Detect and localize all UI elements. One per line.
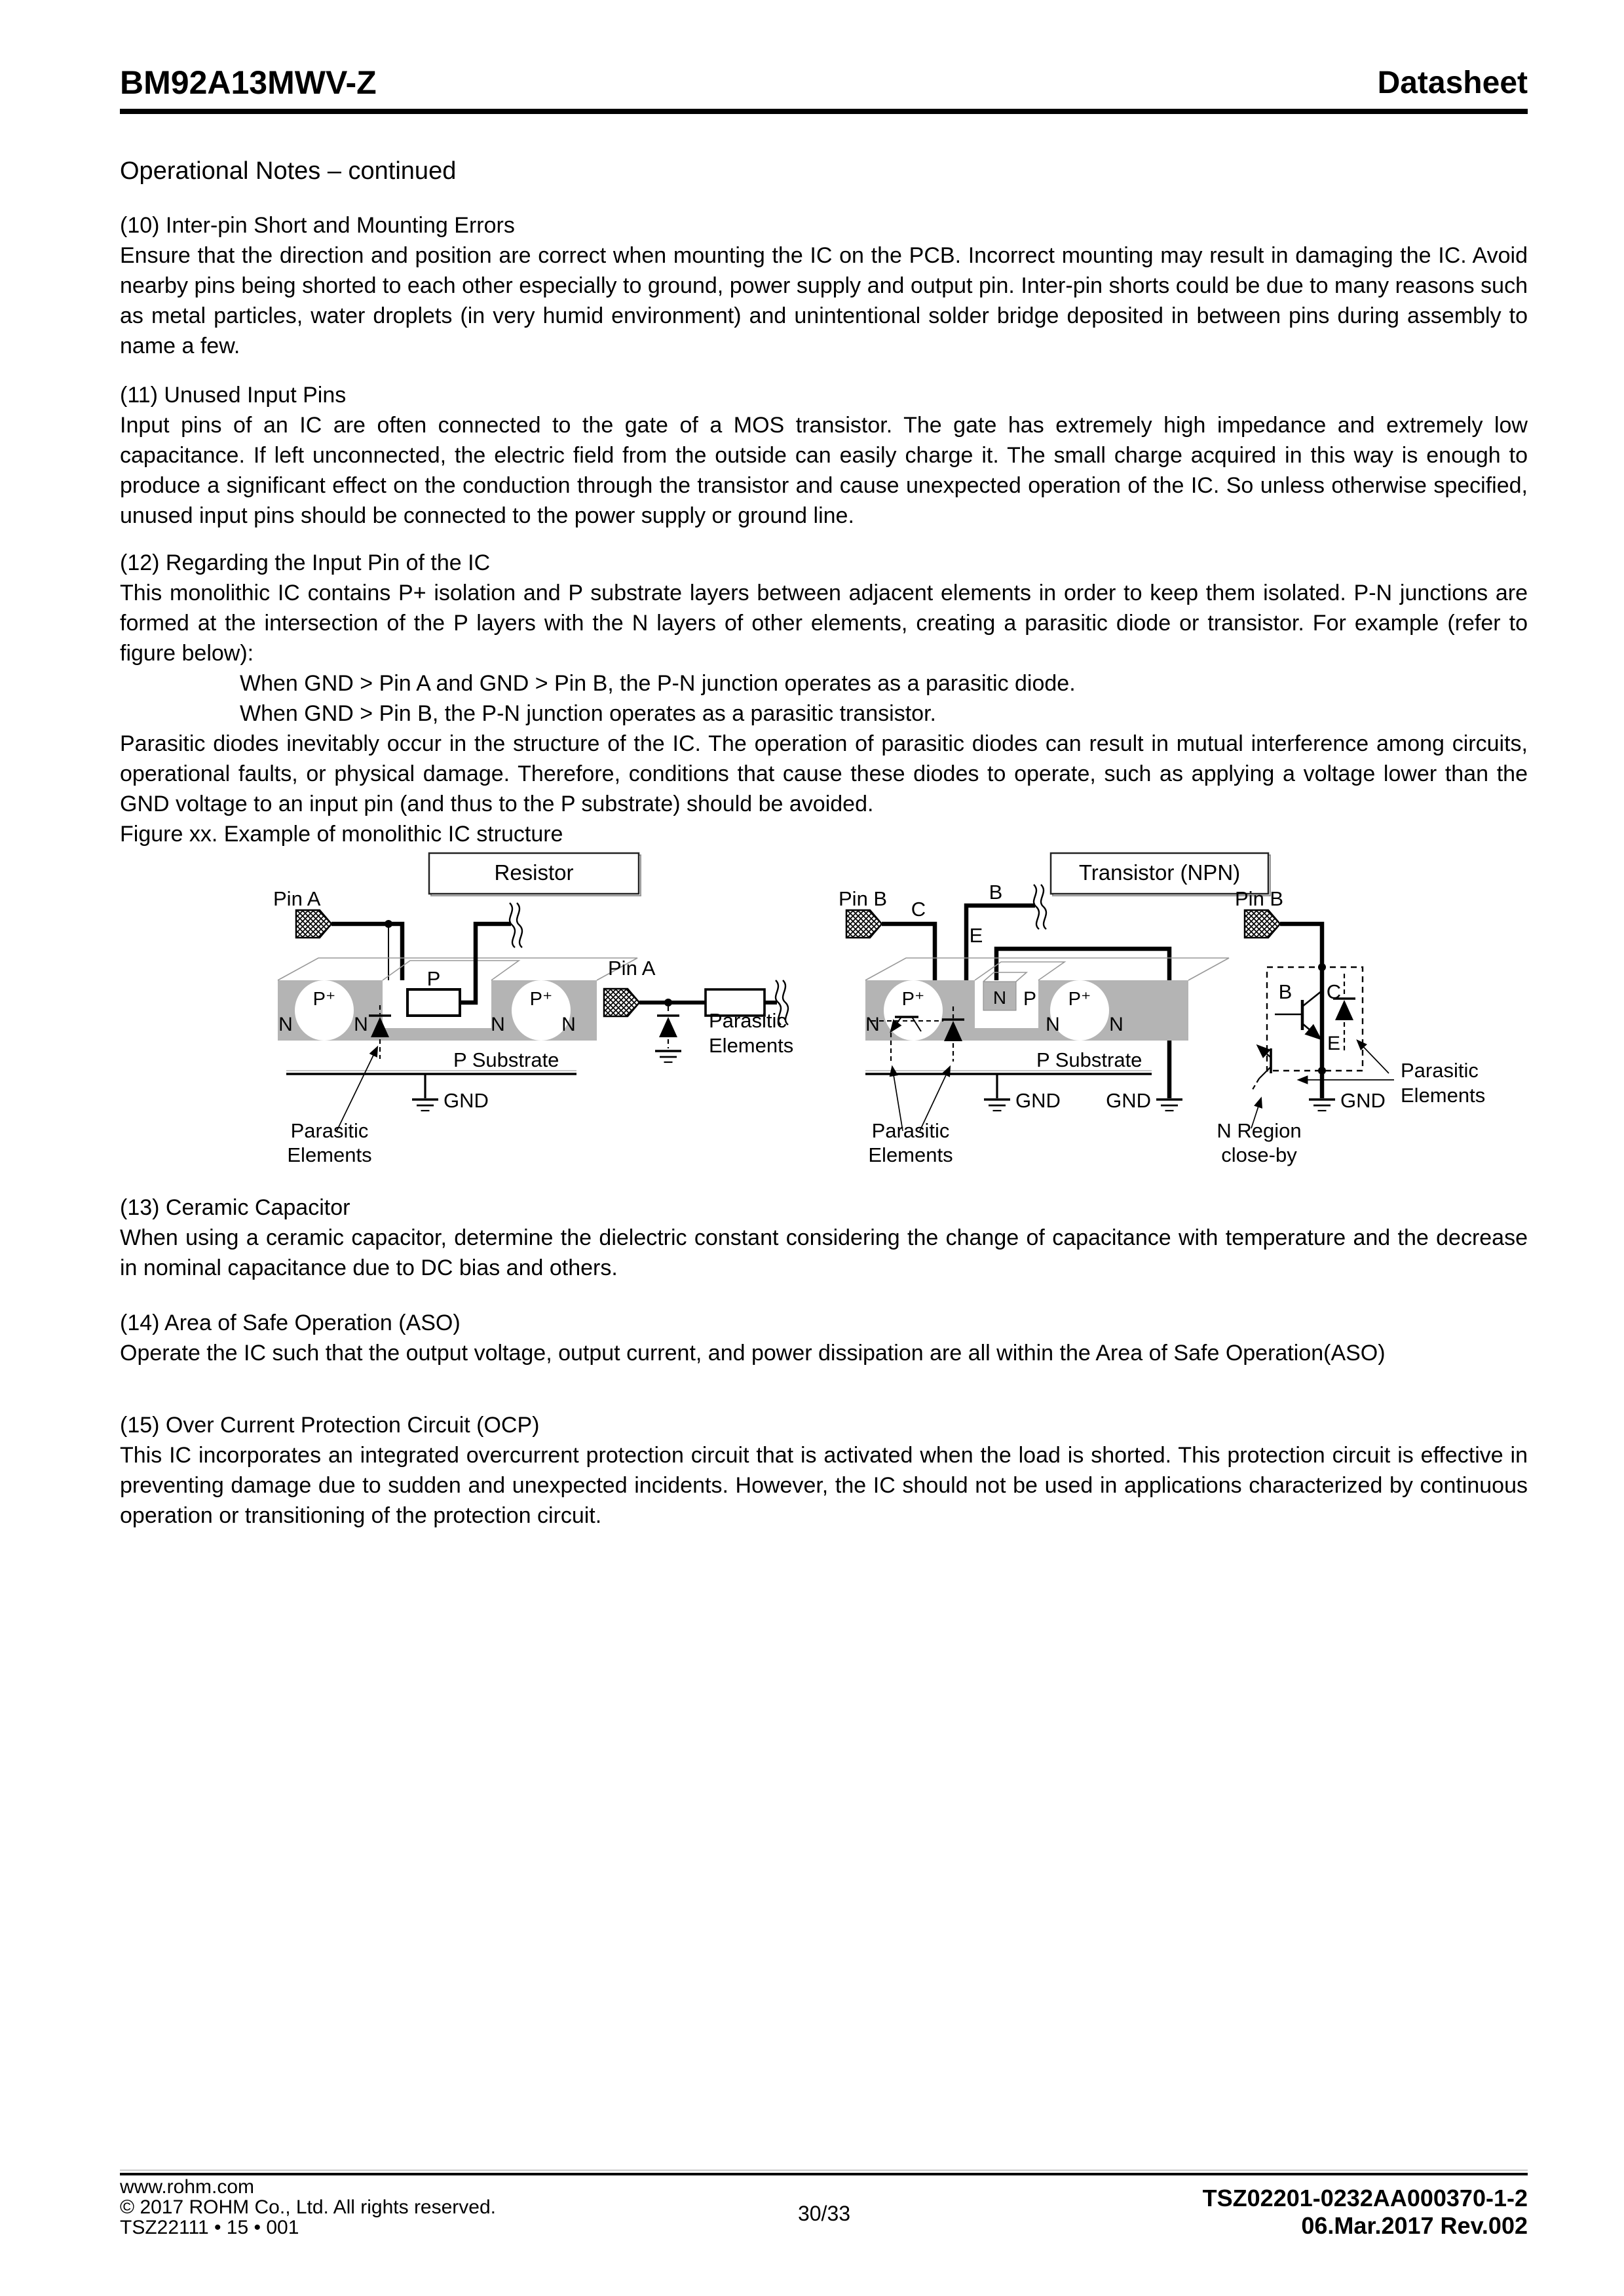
parasitic-elements-label: Elements [287, 1143, 372, 1166]
pin-a-label: Pin A [273, 887, 321, 910]
gnd-label: GND [1106, 1089, 1151, 1112]
parasitic-elements-label: Parasitic [709, 1009, 787, 1032]
section-11-body: Input pins of an IC are often connected to the gate of a MOS transistor. The gate has extremely high impedance and extremely low capacitance. If left unconnected, the electric field from the outside can easily charge it. The small charge acquired in this way is enough to produce a significant effect on the conduction through the transistor and cause unexpected operation of the IC. So unless otherwise specified, unused input pins should be connected to the power supply or ground line. [120, 413, 1528, 528]
section-12-body-2: Parasitic diodes inevitably occur in the structure of the IC. The operation of parasitic diodes can result in mutual interference among circuits, operational faults, or physical damage. Therefore, conditions that cause these diodes to operate, such as applying a voltage lower than the GND voltage to an input pin (and thus to the P substrate) should be avoided. [120, 731, 1528, 816]
gnd-label: GND [1015, 1089, 1061, 1112]
pin-b-label: Pin B [839, 887, 888, 910]
collector-label: C [1326, 980, 1342, 1003]
product-number: BM92A13MWV-Z [120, 64, 377, 101]
section-12-condition-1: When GND > Pin A and GND > Pin B, the P-N junction operates as a parasitic diode. [240, 671, 1076, 696]
footer-rule [120, 2173, 1528, 2175]
section-13-heading: (13) Ceramic Capacitor [120, 1195, 350, 1220]
parasitic-bjt-collector [1258, 1046, 1271, 1058]
section-12-condition-2: When GND > Pin B, the P-N junction operates as a parasitic transistor. [240, 701, 936, 726]
emitter-label: E [1327, 1033, 1341, 1054]
n-label: N [1046, 1014, 1060, 1035]
resistor-title: Resistor [494, 860, 574, 885]
parasitic-diode-icon [657, 1016, 679, 1037]
junction-dot [1318, 963, 1326, 971]
junction-dot [1318, 1067, 1326, 1075]
footer-code: TSZ22111 • 15 • 001 [120, 2217, 299, 2238]
section-15-heading: (15) Over Current Protection Circuit (OCP) [120, 1413, 540, 1438]
parasitic-elements-label: Parasitic [290, 1119, 369, 1142]
p-plus-label: P⁺ [901, 989, 925, 1010]
n-label: N [561, 1014, 576, 1035]
wireframe-top [865, 958, 1229, 980]
wire-break-icon [1034, 885, 1046, 929]
p-label: P [1023, 988, 1037, 1010]
resistor-body [407, 989, 460, 1016]
pin-b-label: Pin B [1235, 887, 1284, 910]
wireframe-nbox [983, 972, 1027, 982]
parasitic-elements-label: Elements [1401, 1084, 1486, 1107]
p-substrate-label: P Substrate [1036, 1048, 1142, 1071]
parasitic-dash [1251, 1079, 1259, 1092]
base-label: B [989, 881, 1003, 904]
wireframe-top [278, 958, 637, 980]
n-region-label: N Region [1217, 1119, 1302, 1142]
section-12 [120, 548, 1528, 849]
figure-caption: Figure xx. Example of monolithic IC structure [120, 822, 563, 847]
collector-wire [882, 924, 935, 980]
bjt-emitter-lead [1302, 1024, 1320, 1039]
gnd-symbol-icon [655, 1051, 681, 1062]
emitter-label: E [969, 924, 983, 947]
section-10 [120, 210, 1528, 361]
footer-rule-shadow [120, 2170, 1528, 2171]
section-13 [120, 1193, 1528, 1283]
page-number: 30/33 [797, 2202, 851, 2225]
pin-a-label: Pin A [608, 957, 656, 980]
document-number: TSZ02201-0232AA000370-1-2 [1202, 2185, 1528, 2211]
parasitic-pointer-arrow [1357, 1041, 1389, 1073]
revision-date: 06.Mar.2017 Rev.002 [1301, 2212, 1528, 2239]
section-10-heading: (10) Inter-pin Short and Mounting Errors [120, 213, 515, 238]
pin-b-terminal-icon [846, 910, 882, 938]
transistor-equivalent-schematic [1217, 887, 1485, 1166]
copyright-notice: © 2017 ROHM Co., Ltd. All rights reserved. [120, 2196, 496, 2218]
gnd-label: GND [1340, 1089, 1386, 1112]
header-rule [120, 109, 1528, 114]
gnd-symbol-icon [1309, 1100, 1335, 1111]
gnd-symbol-icon [1156, 1100, 1182, 1111]
section-11-heading: (11) Unused Input Pins [120, 383, 347, 408]
monolithic-ic-structure-figure [118, 843, 1526, 1170]
n-region-label: close-by [1221, 1143, 1297, 1166]
n-label: N [491, 1014, 505, 1035]
p-resistor-label: P [426, 967, 441, 990]
n-label: N [354, 1014, 368, 1035]
document-type-label: Datasheet [1377, 66, 1528, 100]
transistor-title: Transistor (NPN) [1078, 860, 1241, 885]
section-14-body: Operate the IC such that the output voltage, output current, and power dissipation are all within the Area of Safe Operation(ASO) [120, 1341, 1386, 1366]
parasitic-elements-label: Parasitic [871, 1119, 950, 1142]
footer-left [120, 2177, 496, 2238]
footer-right [1203, 2185, 1528, 2240]
p-plus-label: P⁺ [1068, 989, 1091, 1010]
base-label: B [1278, 980, 1293, 1003]
junction-dot [664, 999, 672, 1006]
resistor-diagram [273, 853, 641, 1166]
n-label: N [992, 987, 1007, 1008]
parasitic-pointer-arrow [337, 1047, 377, 1131]
parasitic-bjt-emitter [1259, 1067, 1271, 1079]
p-plus-label: P⁺ [312, 989, 336, 1010]
transistor-cross-section [839, 853, 1270, 1166]
section-12-heading: (12) Regarding the Input Pin of the IC [120, 550, 491, 575]
section-12-body-1: This monolithic IC contains P+ isolation and P substrate layers between adjacent elements in order to keep them isolated. P-N junctions are formed at the intersection of the P layers with the N layers of other elements, creating a parasitic diode or transistor. For example (refer to figure below): [120, 581, 1528, 666]
p-plus-label: P⁺ [529, 989, 553, 1010]
n-label: N [278, 1014, 293, 1035]
pin-a-terminal-icon [604, 989, 639, 1016]
n-label: N [1109, 1014, 1124, 1035]
pin-a-equivalent-schematic [604, 957, 793, 1062]
bjt-collector-lead [1302, 991, 1322, 1006]
collector-label: C [911, 898, 926, 921]
gnd-symbol-icon [412, 1100, 438, 1111]
rohm-website-link: www.rohm.com [120, 2176, 255, 2198]
gnd-symbol-icon [984, 1100, 1010, 1111]
section-10-body: Ensure that the direction and position are correct when mounting the IC on the PCB. Incorrect mounting may result in damaging the IC. Avoid nearby pins being shorted to each other especially to ground, power supply and output pin. Inter-pin shorts could be due to many reasons such as metal particles, water droplets (in very humid environment) and unintentional solder bridge deposited in between pins during assembly to name a few. [120, 243, 1528, 358]
parasitic-elements-label: Elements [709, 1034, 794, 1057]
section-14-heading: (14) Area of Safe Operation (ASO) [120, 1311, 461, 1335]
p-substrate-label: P Substrate [453, 1048, 559, 1071]
section-15 [120, 1410, 1528, 1531]
pin-a-terminal-icon [296, 910, 331, 938]
wire-break-icon [510, 903, 522, 947]
pin-b-terminal-icon [1245, 910, 1280, 938]
section-14 [120, 1308, 1528, 1368]
gnd-label: GND [444, 1089, 489, 1112]
section-15-body: This IC incorporates an integrated overcurrent protection circuit that is activated when the load is shorted. This protection circuit is effective in preventing damage due to sudden and unexpected incidents. However, the IC should not be used in applications characterized by continuous operation or transitioning of the protection circuit. [120, 1443, 1528, 1528]
n-label: N [865, 1014, 880, 1035]
parasitic-elements-label: Parasitic [1401, 1059, 1479, 1082]
parasitic-elements-label: Elements [868, 1143, 953, 1166]
section-13-body: When using a ceramic capacitor, determine the dielectric constant considering the change of capacitance with temperature and the decrease in nominal capacitance due to DC bias and others. [120, 1225, 1528, 1280]
page-title: Operational Notes – continued [120, 157, 457, 185]
section-11 [120, 380, 1528, 531]
